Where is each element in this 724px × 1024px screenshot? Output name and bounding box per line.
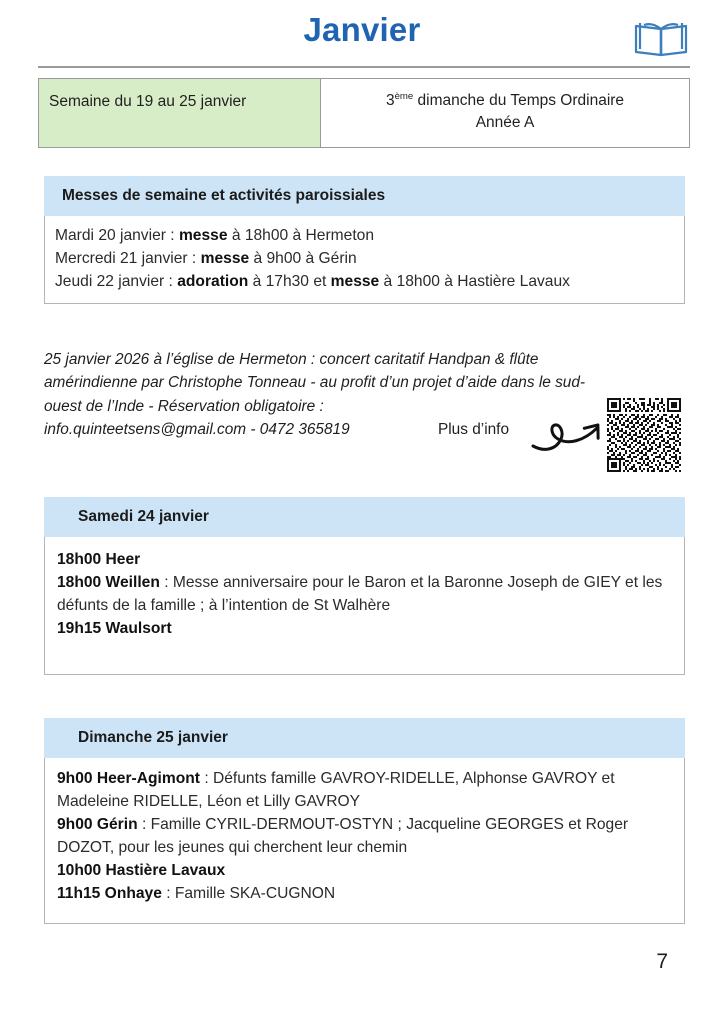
week-range-cell: Semaine du 19 au 25 janvier	[39, 79, 321, 147]
list-item	[57, 617, 672, 640]
curly-arrow-icon	[530, 408, 608, 454]
entry-middle: à 9h00 à Gérin	[249, 250, 357, 268]
section-weekday-masses-header: Messes de semaine et activités paroissiales	[44, 176, 685, 216]
list-item	[55, 270, 672, 293]
liturgy-name: dimanche du Temps Ordinaire	[413, 92, 625, 109]
entry-keyword: messe	[200, 250, 250, 268]
entry-time-place: 18h00 Weillen	[57, 574, 160, 592]
section-saturday-body	[44, 537, 685, 675]
entry-time-place: 18h00 Heer	[57, 551, 141, 568]
entry-detail: : Famille CYRIL-DERMOUT-OSTYN ; Jacqueline GEORGES et Roger DOZOT, pour les jeunes qui cherchent leur chemin	[57, 816, 629, 857]
open-book-icon	[632, 18, 690, 60]
section-weekday-masses-body	[44, 216, 685, 304]
week-banner	[38, 78, 690, 148]
entry-time-place: 11h15 Onhaye	[57, 885, 162, 903]
entry-suffix: à 18h00 à Hastière Lavaux	[379, 273, 570, 291]
page-title: Janvier	[303, 11, 421, 48]
section-saturday-header: Samedi 24 janvier	[44, 497, 685, 537]
entry-time-place: 9h00 Gérin	[57, 816, 138, 834]
entry-middle: à 18h00 à Hermeton	[227, 227, 375, 244]
entry-keyword: messe	[178, 227, 228, 244]
plus-info-label: Plus d’info	[438, 421, 510, 438]
notice-line-2: amérindienne par Christophe Tonneau - au profit d’un projet d’aide dans le sud-	[44, 374, 586, 392]
notice-line-3: ouest de l’Inde - Réservation obligatoire :	[44, 397, 324, 415]
notice-line-1: 25 janvier 2026 à l’église de Hermeton : concert caritatif Handpan & flûte	[44, 351, 539, 368]
list-item	[57, 882, 672, 905]
entry-detail: : Défunts famille GAVROY-RIDELLE, Alphonse GAVROY et Madeleine RIDELLE, Léon et Lilly GAVROY	[57, 770, 615, 811]
section-sunday	[44, 718, 685, 924]
entry-detail: : Messe anniversaire pour le Baron et la Baronne Joseph de GIEY et les défunts de la famille ; à l’intention de St Walhère	[57, 574, 663, 615]
notice-line-4-contact: info.quinteetsens@gmail.com - 0472 365819	[44, 421, 350, 439]
page-number: 7	[656, 950, 668, 973]
list-item	[55, 247, 672, 270]
entry-keyword-2: messe	[330, 273, 380, 291]
entry-detail: : Famille SKA-CUGNON	[161, 885, 336, 903]
list-item	[57, 571, 672, 617]
liturgy-ordinal-suffix: ème	[394, 90, 414, 102]
entry-time-place: 19h15 Waulsort	[57, 620, 172, 638]
section-saturday	[44, 497, 685, 675]
liturgical-day-cell	[321, 79, 689, 147]
liturgy-year: Année A	[475, 114, 535, 132]
qr-code-icon	[606, 398, 682, 472]
section-sunday-header: Dimanche 25 janvier	[44, 718, 685, 758]
list-item	[55, 224, 672, 247]
entry-time-place: 9h00 Heer-Agimont	[57, 770, 200, 787]
list-item	[57, 767, 672, 813]
entry-prefix: Mardi 20 janvier :	[55, 227, 179, 244]
list-item	[57, 859, 672, 882]
entry-middle: à 17h30 et	[248, 273, 331, 291]
section-weekday-masses	[44, 176, 685, 304]
entry-prefix: Jeudi 22 janvier :	[55, 273, 178, 291]
page-header	[0, 0, 724, 62]
entry-time-place: 10h00 Hastière Lavaux	[57, 862, 226, 880]
liturgy-ordinal: 3	[385, 92, 395, 109]
section-sunday-body	[44, 758, 685, 924]
list-item	[57, 548, 672, 571]
header-divider	[38, 66, 690, 68]
list-item	[57, 813, 672, 859]
entry-prefix: Mercredi 21 janvier :	[55, 250, 201, 268]
entry-keyword: adoration	[177, 273, 249, 291]
